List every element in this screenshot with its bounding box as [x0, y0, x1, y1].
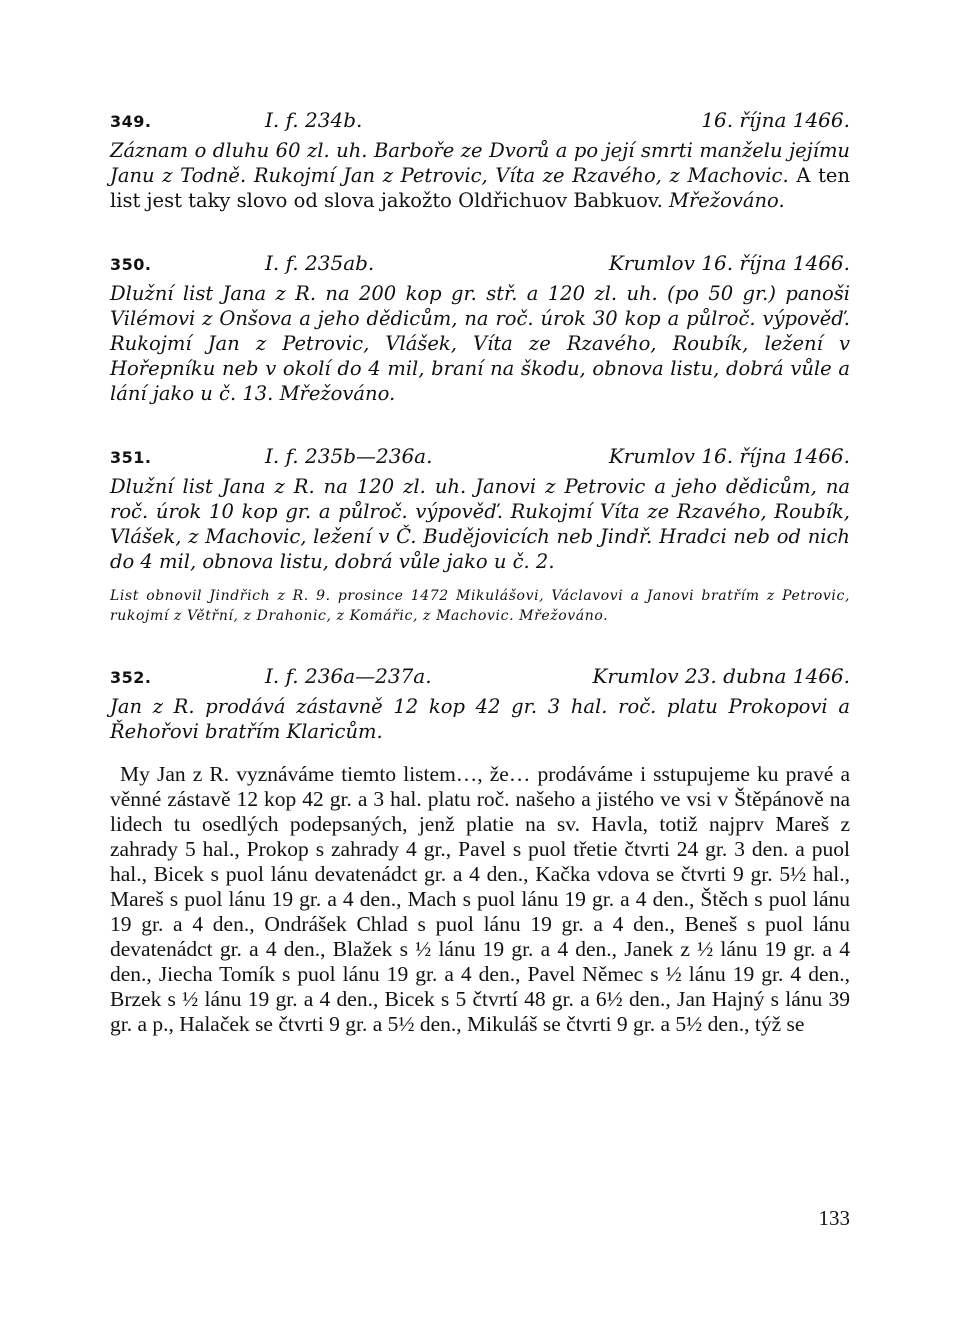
entry-summary: Dlužní list Jana z R. na 120 zl. uh. Janovi z Petrovic a jeho dědicům, na roč. úrok 10 kop gr. a půlroč. výpověď. Rukojmí Víta ze Rzavého, Roubík, Vlášek, z Machovic, ležení v Č. Budějovicích neb Jindř. Hradci neb od nich do 4 mil, obnova listu, dobrá vůle jako u č. 2.	[110, 475, 850, 573]
entry-body-text: My Jan z R. vyznáváme tiemto listem…, že… prodáváme i sstupujeme ku pravé a věnné zástavě 12 kop 42 gr. a 3 hal. platu roč. našeho a jistého ve vsi v Štěpánově na lidech tu osedlých podepsaných, jenž platie na sv. Havla, totiž najprv Mareš z zahrady 5 hal., Prokop s zahrady 4 gr., Pavel s puol třetie čtvrti 24 gr. 3 den. a puol hal., Bicek s puol lánu devatenádct gr. a 4 den., Kačka vdova se čtvrti 9 gr. 5½ hal., Mareš s puol lánu 19 gr. a 4 den., Mach s puol lánu 19 gr. a 4 den., Štěch s puol lánu 19 gr. a 4 den., Ondrášek Chlad s puol lánu 19 gr. a 4 den., Beneš s puol lánu devatenádct gr. a 4 den., Blažek s ½ lánu 19 gr. a 4 den., Janek z ½ lánu 19 gr. a 4 den., Jiecha Tomík s puol lánu 19 gr. a 4 den., Pavel Němec s ½ lánu 19 gr. 4 den., Brzek s ½ lánu 19 gr. a 4 den., Bicek s 5 čtvrtí 48 gr. a 6½ den., Jan Hajný s lánu 39 gr. a p., Halaček se čtvrti 9 gr. a 5½ den., Mikuláš se čtvrti 9 gr. a 5½ den., týž se	[110, 762, 850, 1036]
entry-352	[110, 664, 850, 1037]
entry-349	[110, 108, 850, 213]
entry-summary	[110, 138, 850, 213]
document-page	[110, 108, 850, 1037]
entry-number: 350.	[110, 255, 152, 274]
page-number: 133	[818, 1206, 850, 1230]
entry-number: 349.	[110, 112, 152, 131]
summary-italic: Záznam o dluhu 60 zl. uh. Barboře ze Dvorů a po její smrti manželu jejímu Janu z Todně. Rukojmí Jan z Petrovic, Víta ze Rzavého, z Machovic.	[110, 139, 850, 187]
place-date: Krumlov 23. dubna 1466.	[592, 664, 850, 688]
entry-note: List obnovil Jindřich z R. 9. prosince 1472 Mikulášovi, Václavovi a Janovi bratřím z Petrovic, rukojmí z Větřní, z Drahonic, z Komářic, z Machovic. Mřežováno.	[110, 588, 850, 624]
folio-reference: I. f. 235ab.	[265, 251, 375, 275]
entry-summary: Dlužní list Jana z R. na 200 kop gr. stř. a 120 zl. uh. (po 50 gr.) panoši Vilémovi z Onšova a jeho dědicům, na roč. úrok 30 kop a půlroč. výpověď. Rukojmí Jan z Petrovic, Vlášek, Víta ze Rzavého, Roubík, ležení v Hořepníku neb v okolí do 4 mil, braní na škodu, obnova listu, dobrá vůle a lání jako u č. 13. Mřežováno.	[110, 282, 850, 405]
entry-heading	[110, 108, 850, 138]
entry-heading	[110, 444, 850, 474]
summary-end: Mřežováno.	[669, 189, 785, 212]
place-date: 16. října 1466.	[701, 108, 850, 132]
entry-350	[110, 251, 850, 406]
place-date: Krumlov 16. října 1466.	[608, 444, 850, 468]
entry-number: 352.	[110, 668, 152, 687]
entry-number: 351.	[110, 448, 152, 467]
folio-reference: I. f. 235b—236a.	[265, 444, 433, 468]
entry-heading	[110, 251, 850, 281]
entry-summary: Jan z R. prodává zástavně 12 kop 42 gr. 3 hal. roč. platu Prokopovi a Řehořovi bratřím Klaricům.	[110, 695, 850, 743]
place-date: Krumlov 16. října 1466.	[608, 251, 850, 275]
entry-351	[110, 444, 850, 626]
summary-roman: A ten list jest taky slovo od slova jakožto Oldřichuov Babkuov.	[110, 164, 851, 212]
folio-reference: I. f. 236a—237a.	[265, 664, 432, 688]
folio-reference: I. f. 234b.	[265, 108, 363, 132]
entry-heading	[110, 664, 850, 694]
